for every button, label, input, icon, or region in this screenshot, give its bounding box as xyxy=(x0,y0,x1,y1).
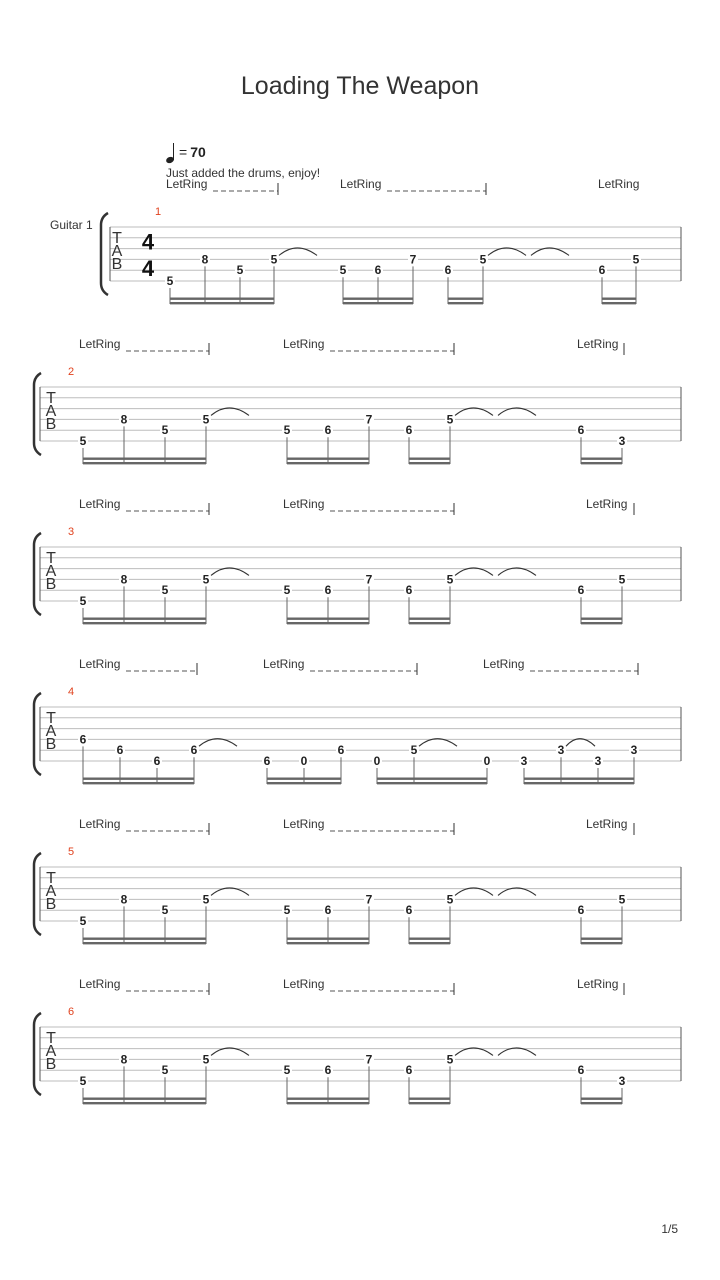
fret-number: 6 xyxy=(324,1063,332,1078)
tab-clef-letter: B xyxy=(45,416,57,433)
tab-system-1 xyxy=(101,177,681,304)
instrument-label: Guitar 1 xyxy=(50,218,93,232)
fret-number: 5 xyxy=(283,1063,291,1078)
fret-number: 5 xyxy=(618,892,626,907)
beam-primary xyxy=(287,942,369,944)
beam-primary xyxy=(377,782,487,784)
let-ring-label: LetRing xyxy=(283,337,325,351)
tab-clef-letter: B xyxy=(45,1056,57,1073)
tempo-marking: = 70 xyxy=(166,143,206,163)
beam-secondary xyxy=(581,618,622,620)
beam-primary xyxy=(581,462,622,464)
fret-number: 7 xyxy=(365,572,373,587)
beam-secondary xyxy=(287,458,369,460)
let-ring-label: LetRing xyxy=(79,497,121,511)
fret-number: 6 xyxy=(324,423,332,438)
let-ring-label: LetRing xyxy=(483,657,525,671)
beam-secondary xyxy=(287,618,369,620)
fret-number: 5 xyxy=(283,423,291,438)
beam-secondary xyxy=(267,778,341,780)
let-ring-label: LetRing xyxy=(577,977,619,991)
fret-number: 0 xyxy=(300,754,308,768)
beam-secondary xyxy=(170,298,274,300)
let-ring-label: LetRing xyxy=(340,177,382,191)
fret-number: 5 xyxy=(202,892,210,907)
fret-number: 6 xyxy=(577,1063,585,1078)
beam-secondary xyxy=(377,778,487,780)
tab-clef-letter: A xyxy=(45,1043,57,1060)
beam-secondary xyxy=(83,458,206,460)
measure-number: 1 xyxy=(154,206,162,218)
tab-clef-letter: A xyxy=(45,563,57,580)
fret-number: 6 xyxy=(405,423,413,438)
fret-number: 6 xyxy=(324,583,332,598)
fret-number: 5 xyxy=(339,263,347,278)
let-ring-label: LetRing xyxy=(79,337,121,351)
fret-number: 3 xyxy=(557,743,565,758)
let-ring-label: LetRing xyxy=(283,817,325,831)
beam-primary xyxy=(287,1102,369,1104)
beam-primary xyxy=(83,942,206,944)
tempo-value: 70 xyxy=(190,144,206,160)
fret-number: 8 xyxy=(120,892,128,907)
let-ring-label: LetRing xyxy=(577,337,619,351)
fret-number: 6 xyxy=(577,423,585,438)
fret-number: 5 xyxy=(79,594,87,608)
fret-number: 5 xyxy=(161,583,169,598)
fret-number: 8 xyxy=(120,572,128,587)
beam-secondary xyxy=(524,778,634,780)
fret-number: 8 xyxy=(120,412,128,427)
beam-primary xyxy=(581,1102,622,1104)
beam-primary xyxy=(409,622,450,624)
fret-number: 5 xyxy=(166,274,174,288)
fret-number: 3 xyxy=(618,1074,626,1088)
let-ring-label: LetRing xyxy=(586,817,628,831)
let-ring-label: LetRing xyxy=(598,177,640,191)
tab-clef-letter: B xyxy=(111,256,123,273)
fret-number: 5 xyxy=(79,1074,87,1088)
beam-secondary xyxy=(287,938,369,940)
tab-clef-letter: T xyxy=(46,870,56,887)
fret-number: 5 xyxy=(202,412,210,427)
page-number: 1/5 xyxy=(661,1222,678,1236)
fret-number: 5 xyxy=(161,903,169,918)
beam-secondary xyxy=(343,298,413,300)
beam-secondary xyxy=(581,458,622,460)
fret-number: 6 xyxy=(577,583,585,598)
fret-number: 6 xyxy=(374,263,382,278)
tab-system-6 xyxy=(34,977,681,1104)
beam-primary xyxy=(287,462,369,464)
fret-number: 6 xyxy=(405,583,413,598)
fret-number: 6 xyxy=(577,903,585,918)
tab-clef-letter: T xyxy=(112,230,122,247)
fret-number: 6 xyxy=(116,743,124,758)
tab-clef-letter: A xyxy=(45,883,57,900)
tab-system-3 xyxy=(34,497,681,624)
score-annotation: Just added the drums, enjoy! xyxy=(166,166,321,180)
beam-primary xyxy=(287,622,369,624)
fret-number: 5 xyxy=(446,892,454,907)
tab-clef-letter: T xyxy=(46,550,56,567)
beam-secondary xyxy=(83,1098,206,1100)
fret-number: 6 xyxy=(190,743,198,758)
fret-number: 5 xyxy=(446,572,454,587)
fret-number: 5 xyxy=(446,412,454,427)
beam-primary xyxy=(170,302,274,304)
fret-number: 5 xyxy=(161,1063,169,1078)
beam-primary xyxy=(602,302,636,304)
measure-number: 2 xyxy=(67,366,75,378)
measure-number: 4 xyxy=(67,686,75,698)
tab-clef-letter: T xyxy=(46,390,56,407)
time-signature-top: 4 xyxy=(141,229,155,255)
fret-number: 0 xyxy=(373,754,381,768)
measure-number: 3 xyxy=(67,526,75,538)
beam-secondary xyxy=(581,938,622,940)
fret-number: 6 xyxy=(405,1063,413,1078)
tab-clef-letter: A xyxy=(111,243,123,260)
time-signature-bottom: 4 xyxy=(141,256,155,282)
fret-number: 6 xyxy=(324,903,332,918)
tab-clef-letter: B xyxy=(45,736,57,753)
beam-primary xyxy=(343,302,413,304)
fret-number: 5 xyxy=(446,1052,454,1067)
beam-secondary xyxy=(448,298,483,300)
song-title: Loading The Weapon xyxy=(240,72,480,100)
tab-clef-letter: A xyxy=(45,723,57,740)
let-ring-label: LetRing xyxy=(263,657,305,671)
tab-clef-letter: B xyxy=(45,896,57,913)
fret-number: 3 xyxy=(618,434,626,448)
tab-clef-letter: T xyxy=(46,1030,56,1047)
fret-number: 5 xyxy=(270,252,278,267)
beam-primary xyxy=(581,622,622,624)
fret-number: 6 xyxy=(153,754,161,768)
tab-system-5 xyxy=(34,817,681,944)
tab-system-2 xyxy=(34,337,681,464)
fret-number: 5 xyxy=(410,743,418,758)
fret-number: 7 xyxy=(365,412,373,427)
fret-number: 5 xyxy=(79,914,87,928)
let-ring-label: LetRing xyxy=(79,817,121,831)
beam-secondary xyxy=(83,778,194,780)
let-ring-label: LetRing xyxy=(166,177,208,191)
beam-secondary xyxy=(83,618,206,620)
tab-clef-letter: T xyxy=(46,710,56,727)
fret-number: 5 xyxy=(202,1052,210,1067)
fret-number: 5 xyxy=(161,423,169,438)
beam-primary xyxy=(267,782,341,784)
beam-primary xyxy=(83,462,206,464)
beam-secondary xyxy=(409,618,450,620)
beam-secondary xyxy=(409,458,450,460)
fret-number: 7 xyxy=(365,1052,373,1067)
beam-primary xyxy=(448,302,483,304)
fret-number: 5 xyxy=(202,572,210,587)
fret-number: 6 xyxy=(263,754,271,768)
beam-primary xyxy=(409,462,450,464)
measure-number: 5 xyxy=(67,846,75,858)
beam-secondary xyxy=(83,938,206,940)
let-ring-label: LetRing xyxy=(586,497,628,511)
beam-primary xyxy=(83,622,206,624)
fret-number: 5 xyxy=(283,583,291,598)
fret-number: 6 xyxy=(79,732,87,747)
let-ring-label: LetRing xyxy=(79,657,121,671)
fret-number: 7 xyxy=(365,892,373,907)
fret-number: 0 xyxy=(483,754,491,768)
system-bracket xyxy=(101,213,108,295)
fret-number: 6 xyxy=(598,263,606,278)
beam-primary xyxy=(409,942,450,944)
beam-secondary xyxy=(602,298,636,300)
let-ring-label: LetRing xyxy=(283,497,325,511)
fret-number: 3 xyxy=(594,754,602,768)
tab-clef-letter: B xyxy=(45,576,57,593)
fret-number: 3 xyxy=(630,743,638,758)
fret-number: 6 xyxy=(405,903,413,918)
beam-primary xyxy=(409,1102,450,1104)
fret-number: 8 xyxy=(120,1052,128,1067)
let-ring-label: LetRing xyxy=(283,977,325,991)
fret-number: 5 xyxy=(632,252,640,267)
beam-secondary xyxy=(581,1098,622,1100)
beam-secondary xyxy=(409,938,450,940)
fret-number: 5 xyxy=(618,572,626,587)
fret-number: 7 xyxy=(409,252,417,267)
fret-number: 5 xyxy=(283,903,291,918)
beam-primary xyxy=(581,942,622,944)
beam-primary xyxy=(83,1102,206,1104)
fret-number: 6 xyxy=(444,263,452,278)
beam-primary xyxy=(83,782,194,784)
let-ring-label: LetRing xyxy=(79,977,121,991)
measure-number: 6 xyxy=(67,1006,75,1018)
fret-number: 5 xyxy=(479,252,487,267)
fret-number: 3 xyxy=(520,754,528,768)
tab-clef-letter: A xyxy=(45,403,57,420)
fret-number: 8 xyxy=(201,252,209,267)
beam-secondary xyxy=(409,1098,450,1100)
fret-number: 5 xyxy=(236,263,244,278)
fret-number: 6 xyxy=(337,743,345,758)
fret-number: 5 xyxy=(79,434,87,448)
tab-system-4 xyxy=(34,657,681,784)
beam-secondary xyxy=(287,1098,369,1100)
beam-primary xyxy=(524,782,634,784)
